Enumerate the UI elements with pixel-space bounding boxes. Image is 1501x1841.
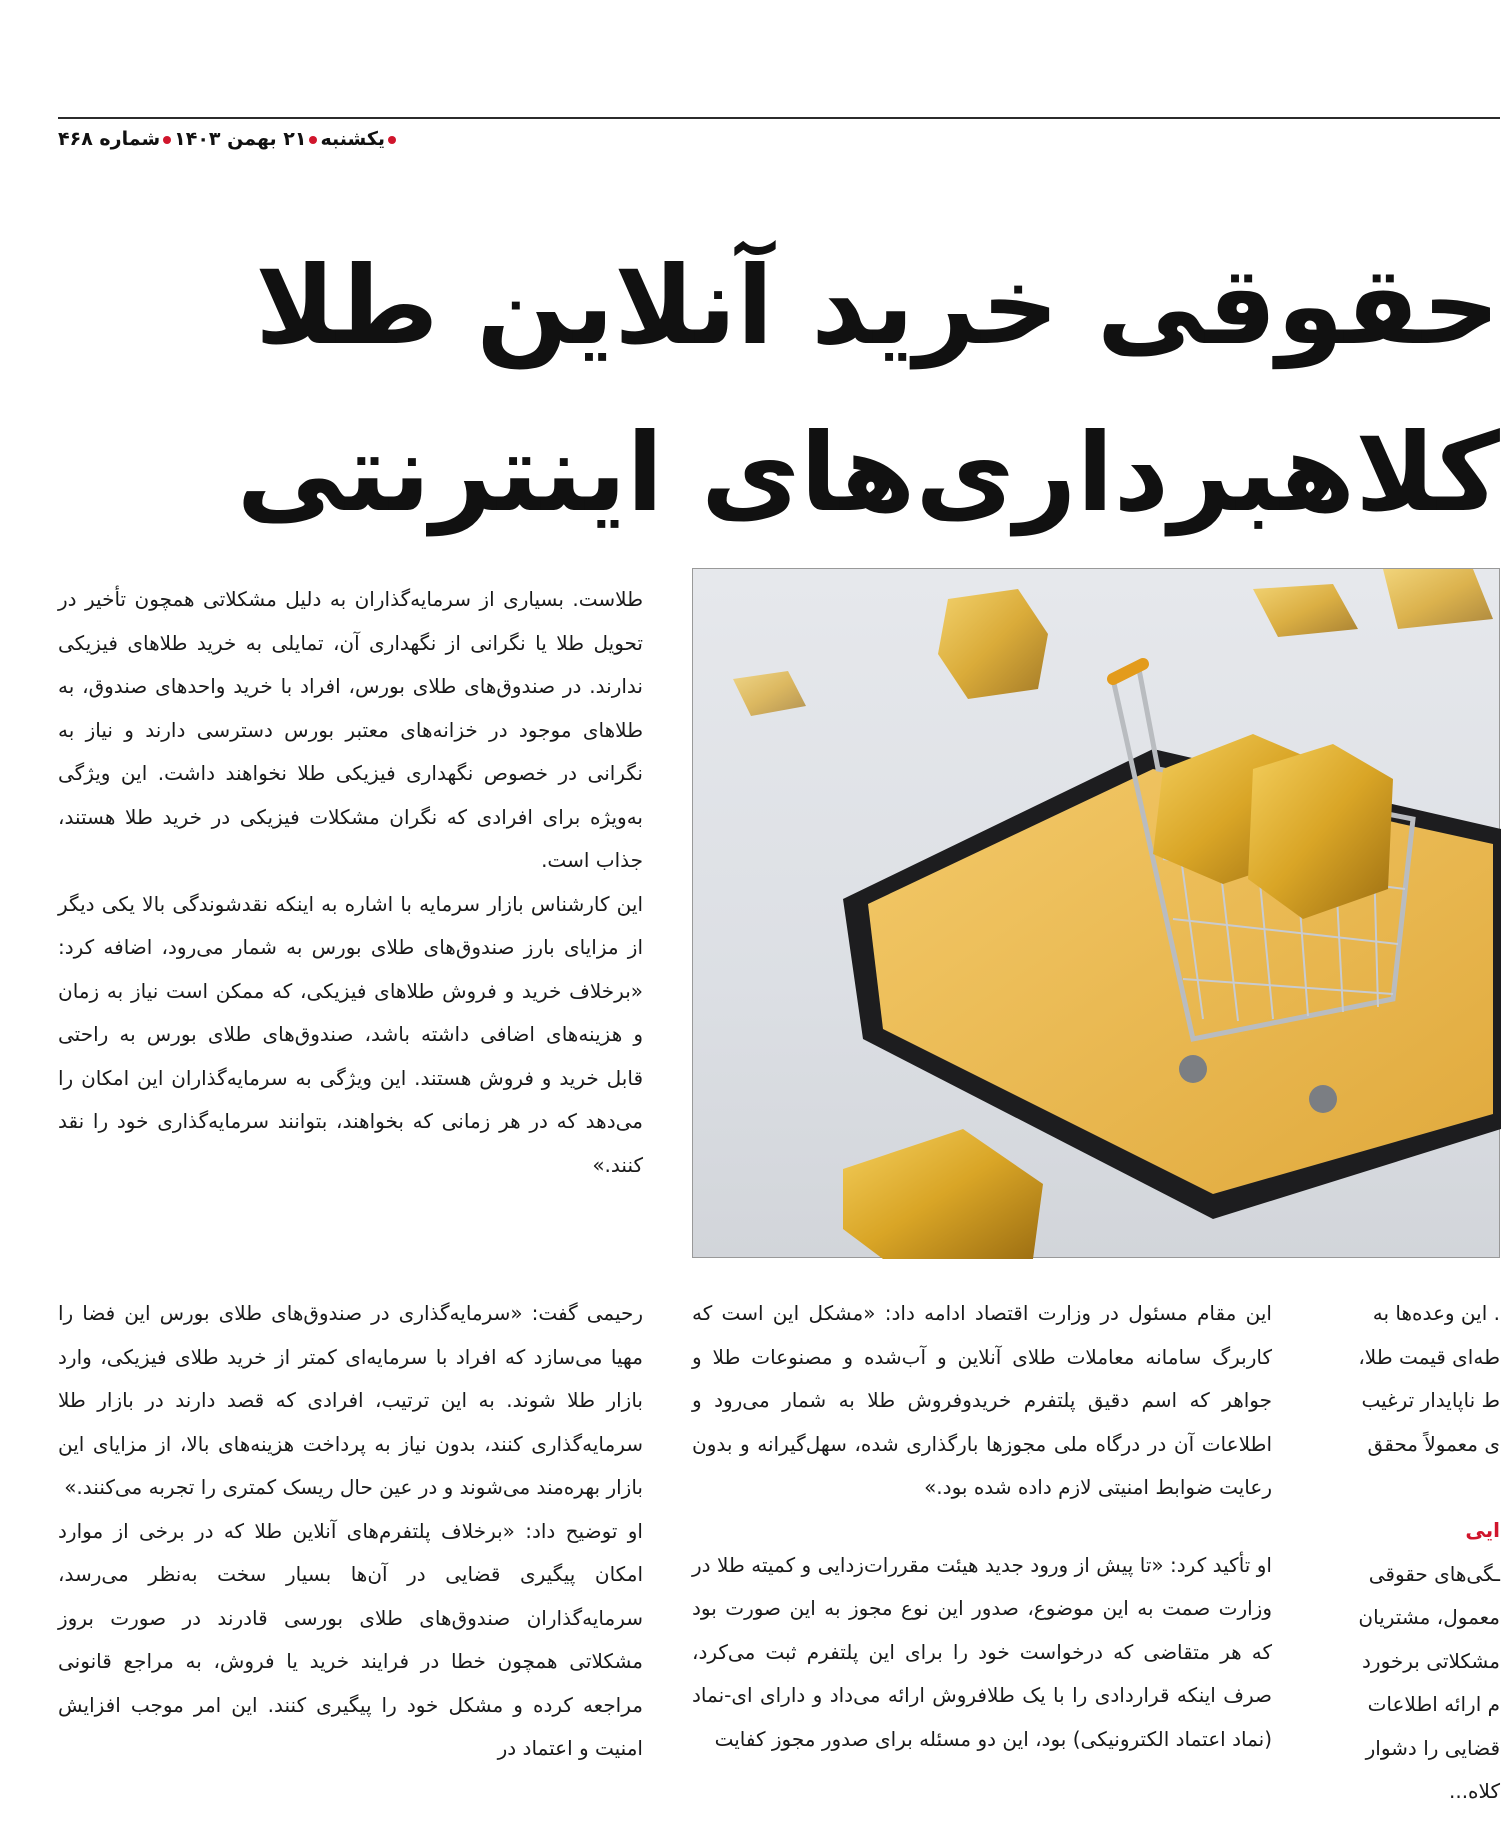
text-line: کلاه... — [1448, 1779, 1500, 1803]
gold-bar-shape — [1253, 584, 1358, 637]
headline-line-2: کلاهبرداری‌های اینترنتی — [236, 411, 1500, 536]
gold-bar-shape — [1383, 569, 1493, 629]
gold-bar-shape — [938, 589, 1048, 699]
gold-cart-photo — [692, 568, 1500, 1258]
cart-wheel — [1309, 1085, 1337, 1113]
paragraph: رحیمی گفت: «سرمایه‌گذاری در صندوق‌های طلای بورس این فضا را مهیا می‌سازد که افراد با سرمایه‌ای کمتر از خرید طلای فیزیکی، وارد بازار طلا شوند. به این ترتیب، افرادی که قصد دارند در بازار طلا سرمایه‌گذاری کنند، بدون نیاز به پرداخت هزینه‌های بالا، از مزایای این بازار بهره‌مند می‌شوند و در عین حال ریسک کمتری را تجربه می‌کنند.» — [58, 1301, 643, 1499]
gold-bar-shape — [733, 671, 806, 716]
paragraph: این مقام مسئول در وزارت اقتصاد ادامه داد: «مشکل این است که کاربرگ سامانه معاملات طلای آنلاین و آب‌شده و مصنوعات طلا و جواهر که اسم دقیق پلتفرم خریدوفروش طلا به شمار می‌رود و اطلاعات آن در درگاه ملی مجوزها بارگذاری شده، سهل‌گیرانه و بدون رعایت ضوابط امنیتی لازم داده شده بود.» — [692, 1301, 1272, 1499]
gold-cart-illustration — [693, 569, 1501, 1259]
cart-wheel — [1179, 1055, 1207, 1083]
text-line: معمول، مشتریان — [1358, 1605, 1500, 1629]
bullet-dot — [309, 136, 317, 144]
article-column-1 — [58, 578, 643, 1187]
bullet-dot — [163, 136, 171, 144]
paragraph: او توضیح داد: «برخلاف پلتفرم‌های آنلاین طلا که در برخی از موارد امکان پیگیری قضایی در آن‌ها بسیار سخت به‌نظر می‌رسد، سرمایه‌گذاران صندوق‌های طلای بورسی قادرند در صورت بروز مشکلاتی همچون خطا در فرایند خرید یا فروش، به مراجع قانونی مراجعه کرده و مشکل خود را پیگیری کنند. این امر موجب افزایش امنیت و اعتماد در — [58, 1518, 643, 1760]
text-line: . این وعده‌ها به — [1372, 1301, 1500, 1325]
subheading: ایی — [1465, 1518, 1500, 1542]
gold-cube-shape — [1248, 744, 1393, 919]
dateline-date: ۲۱ بهمن ۱۴۰۳ — [174, 128, 307, 150]
paragraph: او تأکید کرد: «تا پیش از ورود جدید هیئت مقررات‌زدایی و کمیته طلا در وزارت صمت به این موضوع، صدور این نوع مجوز به این صورت بود که هر متقاضی که درخواست خود را برای این پلتفرم ثبت می‌کرد، صرف اینکه قراردادی را با یک طلافروش ارائه می‌داد و دارای ای-نماد (نماد اعتماد الکترونیکی) بود، این دو مسئله برای صدور مجوز کفایت — [692, 1552, 1272, 1751]
headline-line-1: حقوقی خرید آنلاین طلا — [254, 244, 1500, 369]
paragraph: این کارشناس بازار سرمایه با اشاره به اینکه نقدشوندگی بالا یکی دیگر از مزایای بارز صندوق‌های طلای بورس به شمار می‌رود، اضافه کرد: «برخلاف خرید و فروش طلاهای فیزیکی، که ممکن است نیاز به زمان و هزینه‌های اضافی داشته باشد، صندوق‌های طلای بورس به راحتی قابل خرید و فروش هستند. این ویژگی به سرمایه‌گذاران این امکان را می‌دهد که در هر زمانی که بخواهند، بتوانند سرمایه‌گذاری خود را نقد کنند.» — [58, 891, 643, 1177]
paragraph-gap — [692, 1510, 1272, 1544]
dateline-issue: شماره ۴۶۸ — [58, 128, 161, 150]
text-line: طه‌ای قیمت طلا، — [1358, 1344, 1500, 1369]
article-column-1-continued — [58, 1292, 643, 1771]
bullet-dot — [388, 136, 396, 144]
header-rule — [58, 117, 1500, 119]
gold-bar-shape — [843, 1129, 1043, 1259]
text-line: م ارائه اطلاعات — [1367, 1692, 1500, 1716]
article-column-3-cropped — [1322, 1292, 1500, 1814]
paragraph: طلاست. بسیاری از سرمایه‌گذاران به دلیل مشکلاتی همچون تأخیر در تحویل طلا یا نگرانی از نگهداری آن، تمایلی به خرید طلاهای فیزیکی ندارند. در صندوق‌های طلای بورس، افراد با خرید واحدهای صندوق، به طلاهای موجود در خزانه‌های معتبر بورس دسترسی دارند و نیاز به نگرانی در خصوص نگهداری فیزیکی طلا نخواهند داشت. این ویژگی به‌ویژه برای افرادی که نگران مشکلات فیزیکی در خرید طلا هستند، جذاب است. — [58, 587, 643, 872]
article-column-2 — [692, 1292, 1272, 1761]
dateline-day: یکشنبه — [320, 128, 386, 150]
text-line: قضایی را دشوار — [1365, 1735, 1500, 1760]
text-line: ـگی‌های حقوقی — [1368, 1561, 1500, 1586]
text-line: ی معمولاً محقق — [1367, 1431, 1500, 1456]
dateline — [58, 128, 399, 150]
text-line: مشکلاتی برخورد — [1362, 1648, 1500, 1673]
text-line: ط ناپایدار ترغیب — [1361, 1388, 1500, 1412]
